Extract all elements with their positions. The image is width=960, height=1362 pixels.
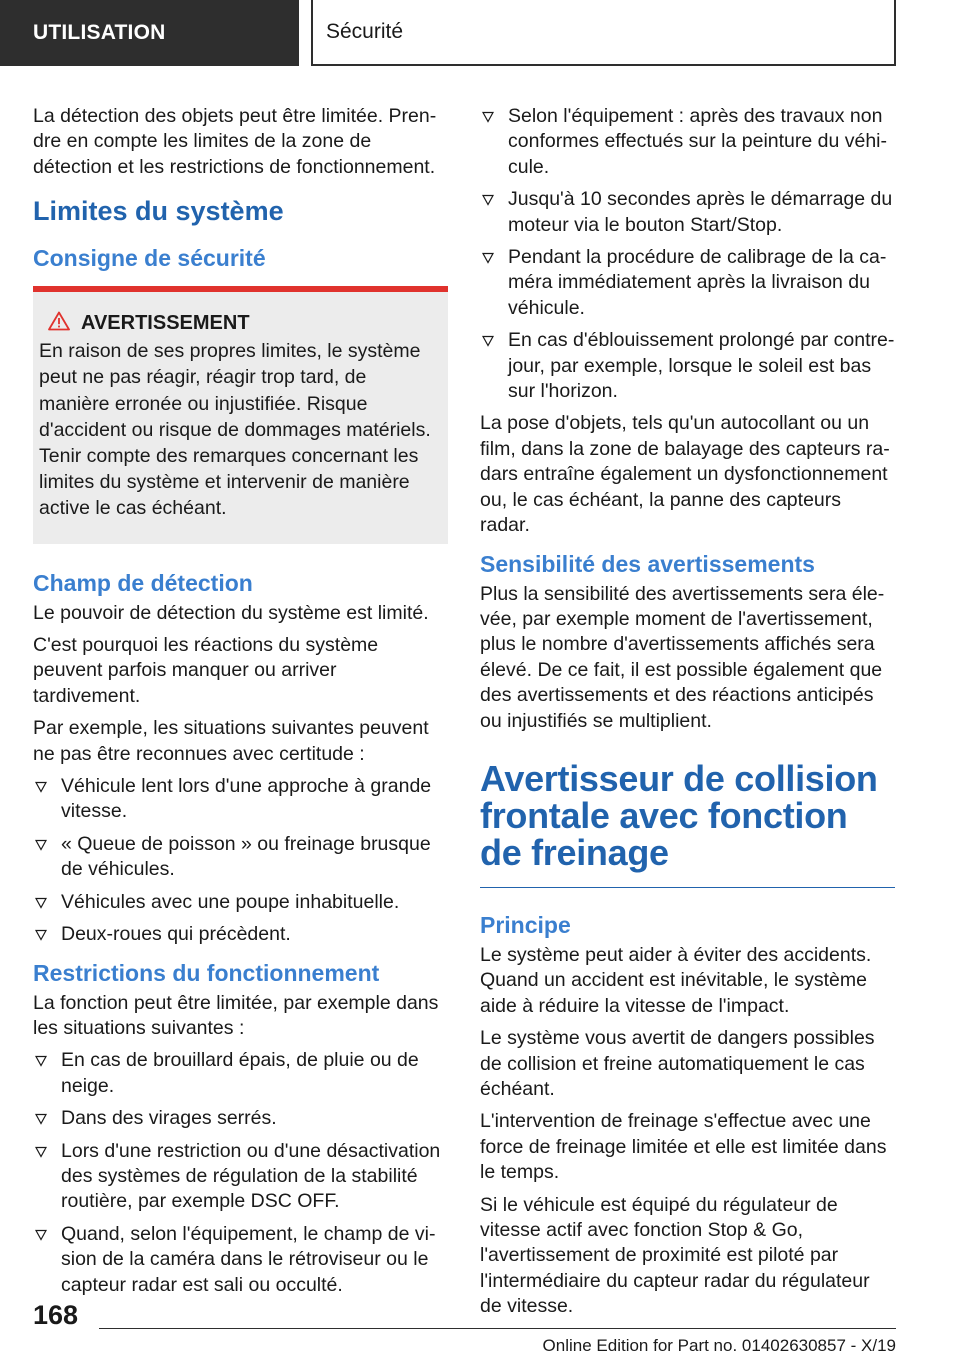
restrictions-list-left	[33, 1048, 448, 1298]
list-item: Dans des virages serrés.	[33, 1106, 448, 1131]
list-item: Pendant la procédure de calibrage de la caméra immédiatement après la livraison du véhicule.	[480, 245, 895, 321]
triangle-bullet-icon	[35, 1113, 47, 1125]
triangle-bullet-icon	[482, 111, 494, 123]
list-item: Lors d'une restriction ou d'une désactivation des systèmes de régulation de la stabilité routière, par exemple DSC OFF.	[33, 1139, 448, 1215]
edition-label: Online Edition for Part no. 01402630857 - X/19	[542, 1336, 896, 1355]
warning-text: En raison de ses propres limites, le système peut ne pas réagir, réagir trop tard, de manière erronée ou injustifiée. Risque d'accident ou risque de dommages matériels. Tenir compte des remarques concernant les limites du système et intervenir de manière active le cas échéant.	[39, 340, 431, 520]
triangle-bullet-icon	[35, 839, 47, 851]
list-item: Quand, selon l'équipement, le champ de vision de la caméra dans le rétroviseur ou le capteur radar est sali ou occulté.	[33, 1222, 448, 1298]
triangle-bullet-icon	[482, 194, 494, 206]
list-item: Selon l'équipement : après des travaux non conformes effectués sur la peinture du véhicule.	[480, 104, 895, 180]
warning-title	[39, 310, 440, 336]
triangle-bullet-icon	[35, 1055, 47, 1067]
triangle-bullet-icon	[35, 897, 47, 909]
warning-box	[33, 286, 448, 543]
field-list	[33, 774, 448, 947]
heading-limits: Limites du système	[33, 196, 284, 227]
principle-paragraph-2: Le système vous avertit de dangers possibles de collision et freine automatiquement le cas échéant.	[480, 1027, 875, 1100]
heading-principle: Principe	[480, 911, 571, 938]
field-paragraph-1: Le pouvoir de détection du système est limité.	[33, 601, 429, 624]
restrictions-paragraph: La fonction peut être limitée, par exemple dans les situations suivantes :	[33, 991, 439, 1039]
list-item: En cas d'éblouissement prolongé par contre-jour, par exemple, lorsque le soleil est bas sur l'horizon.	[480, 328, 895, 404]
heading-restrictions: Restrictions du fonctionnement	[33, 959, 380, 986]
list-item: Véhicules avec une poupe inhabituelle.	[33, 890, 448, 915]
page-header	[0, 0, 960, 66]
principle-paragraph-4: Si le véhicule est équipé du régulateur de vitesse actif avec fonction Stop & Go, l'avertissement de proximité est piloté par l'intermédiaire du capteur radar du régulateur de vitesse.	[480, 1193, 870, 1318]
triangle-bullet-icon	[35, 781, 47, 793]
right-column	[480, 104, 895, 1327]
heading-collision-warning: Avertisseur de collision frontale avec fonction de freinage	[480, 760, 895, 888]
list-item: En cas de brouillard épais, de pluie ou de neige.	[33, 1048, 448, 1099]
triangle-bullet-icon	[35, 1229, 47, 1241]
page-number: 168	[33, 1300, 79, 1330]
sensitivity-paragraph: Plus la sensibilité des avertissements sera élevée, par exemple moment de l'avertissement, plus le nombre d'avertissements affichés sera élevé. De ce fait, il est possible également que des avertissements et des réactions anticipés ou injustifiés se multiplient.	[480, 582, 885, 732]
list-item: Véhicule lent lors d'une approche à grande vitesse.	[33, 774, 448, 825]
topic-label: Sécurité	[311, 0, 896, 66]
triangle-bullet-icon	[482, 252, 494, 264]
intro-paragraph: La détection des objets peut être limitée. Prendre en compte les limites de la zone de détection et les restrictions de fonctionnement.	[33, 105, 437, 178]
list-item: Jusqu'à 10 secondes après le démarrage du moteur via le bouton Start/Stop.	[480, 187, 895, 238]
triangle-bullet-icon	[35, 1146, 47, 1158]
section-label: UTILISATION	[0, 0, 299, 66]
heading-safety: Consigne de sécurité	[33, 245, 266, 272]
left-column	[33, 104, 448, 1305]
field-paragraph-3: Par exemple, les situations suivantes peuvent ne pas être reconnues avec certitude :	[33, 717, 429, 765]
list-item: « Queue de poisson » ou freinage brusque de véhicules.	[33, 832, 448, 883]
field-paragraph-2: C'est pourquoi les réactions du système peuvent parfois manquer ou arriver tardivement.	[33, 634, 379, 707]
warning-triangle-icon	[48, 311, 70, 331]
principle-paragraph-1: Le système peut aider à éviter des accidents. Quand un accident est inévitable, le système aide à réduire la vitesse de l'impact.	[480, 943, 872, 1017]
triangle-bullet-icon	[482, 335, 494, 347]
warning-title-text: AVERTISSEMENT	[81, 312, 250, 335]
restrictions-list-right	[480, 104, 895, 404]
heading-detection-field: Champ de détection	[33, 569, 253, 596]
principle-paragraph-3: L'intervention de freinage s'effectue avec une force de freinage limitée et elle est limitée dans le temps.	[480, 1110, 887, 1184]
triangle-bullet-icon	[35, 929, 47, 941]
list-item: Deux-roues qui précèdent.	[33, 922, 448, 947]
radar-paragraph: La pose d'objets, tels qu'un autocollant ou un film, dans la zone de balayage des capteurs radars entraîne également un dysfonctionnement ou, le cas échéant, la panne des capteurs radar.	[480, 412, 890, 537]
footer-divider	[99, 1328, 896, 1329]
heading-sensitivity: Sensibilité des avertissements	[480, 550, 815, 577]
